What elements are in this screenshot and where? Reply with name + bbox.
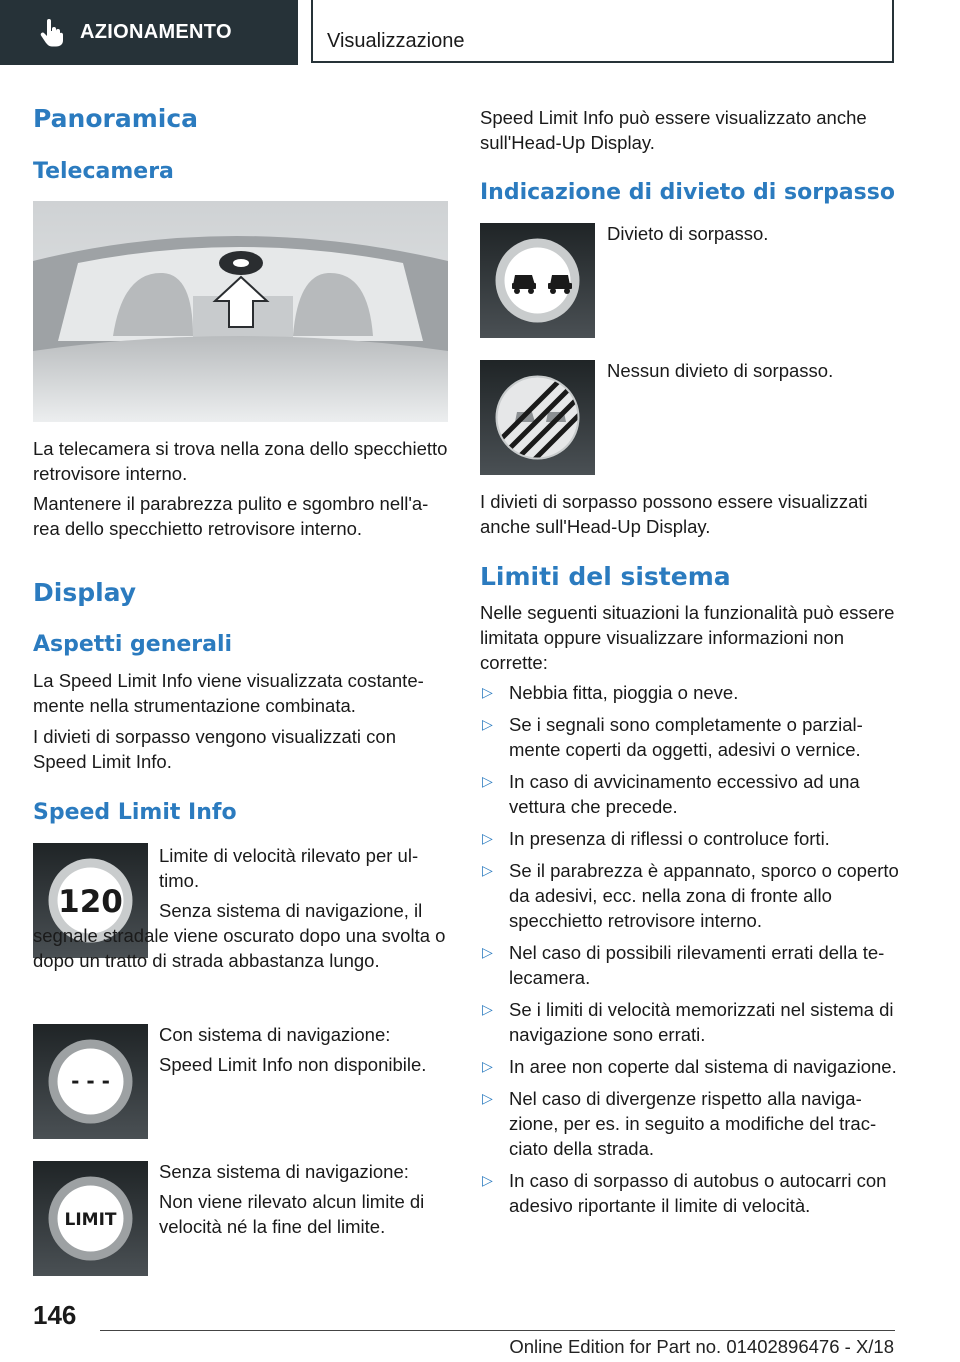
camera-text-2: Mantenere il parabrezza pulito e sgombro nell'area dello specchietto retrovisore interno. — [33, 493, 429, 539]
aspetti-text-2: I divieti di sorpasso vengono visualizzati con Speed Limit Info. — [33, 726, 396, 772]
nonav-text-1: Senza sistema di navigazione: — [159, 1161, 409, 1182]
hud-text: Speed Limit Info può essere visualizzato anche sull'Head-Up Display. — [480, 107, 867, 153]
nav-text-1: Con sistema di navigazione: — [159, 1024, 391, 1045]
camera-location-image — [33, 201, 448, 422]
triangle-bullet-icon: ▷ — [482, 862, 493, 878]
limitations-list — [480, 680, 900, 1225]
triangle-bullet-icon: ▷ — [482, 1090, 493, 1106]
triangle-bullet-icon: ▷ — [482, 716, 493, 732]
heading-telecamera: Telecamera — [33, 159, 174, 184]
heading-display: Display — [33, 578, 137, 607]
no-limit-detected-sign — [33, 1161, 148, 1276]
hand-pointer-icon — [36, 18, 66, 48]
page-number: 146 — [33, 1300, 77, 1330]
chapter-label: Visualizzazione — [327, 30, 465, 52]
list-item: ▷ Nebbia fitta, pioggia o neve. — [482, 682, 739, 703]
nonav-text-2: Non viene rilevato alcun limite di velocità né la fine del limite. — [159, 1191, 425, 1237]
list-item: ▷ Se i segnali sono completamente o parzialmente coperti da oggetti, adesivi o vernice. — [482, 714, 863, 760]
limiti-intro: Nelle seguenti situazioni la funzionalità può essere limitata oppure visualizzare informazioni non corrette: — [480, 602, 895, 673]
section-label: AZIONAMENTO — [80, 21, 232, 43]
divieto-text: Divieto di sorpasso. — [607, 223, 769, 244]
heading-aspetti-generali: Aspetti generali — [33, 632, 233, 657]
sign-dash-text: - - - — [71, 1069, 110, 1093]
footer-divider — [100, 1330, 895, 1331]
list-item: ▷ In presenza di riflessi o controluce forti. — [482, 828, 830, 849]
triangle-bullet-icon: ▷ — [482, 1172, 493, 1188]
heading-divieto-sorpasso: Indicazione di divieto di sorpasso — [480, 180, 895, 205]
nodivieto-text: Nessun divieto di sorpasso. — [607, 360, 834, 381]
triangle-bullet-icon: ▷ — [482, 1058, 493, 1074]
list-item: ▷ In aree non coperte dal sistema di navigazione. — [482, 1056, 897, 1077]
list-item: ▷ Se il parabrezza è appannato, sporco o coperto da adesivi, ecc. nella zona di fronte allo specchietto retrovisore interno. — [482, 860, 899, 931]
list-item: ▷ In caso di sorpasso di autobus o autocarri con adesivo riportante il limite di velocità. — [482, 1170, 887, 1216]
aspetti-text-1: La Speed Limit Info viene visualizzata costantemente nella strumentazione combinata. — [33, 670, 424, 716]
heading-speed-limit-info: Speed Limit Info — [33, 800, 237, 825]
heading-limiti-sistema: Limiti del sistema — [480, 562, 731, 591]
edition-footer: Online Edition for Part no. 01402896476 - X/18 — [509, 1336, 894, 1357]
list-item: ▷ Se i limiti di velocità memorizzati nel sistema di navigazione sono errati. — [482, 999, 894, 1045]
triangle-bullet-icon: ▷ — [482, 684, 493, 700]
triangle-bullet-icon: ▷ — [482, 830, 493, 846]
list-item: ▷ Nel caso di possibili rilevamenti errati della telecamera. — [482, 942, 885, 988]
speed-limit-unavailable-sign — [33, 1024, 148, 1139]
sli-text-2: Senza sistema di navigazione, il segnale stradale viene oscurato dopo una svolta o dopo un tratto di strada abbastanza lungo. — [33, 900, 446, 971]
hud-text-2: I divieti di sorpasso possono essere visualizzati anche sull'Head-Up Display. — [480, 491, 868, 537]
end-no-overtaking-sign — [480, 360, 595, 475]
sign-120-text: 120 — [58, 884, 123, 920]
camera-text-1: La telecamera si trova nella zona dello specchietto retrovisore interno. — [33, 438, 448, 484]
list-item: ▷ In caso di avvicinamento eccessivo ad una vettura che precede. — [482, 771, 860, 817]
triangle-bullet-icon: ▷ — [482, 773, 493, 789]
list-item: ▷ Nel caso di divergenze rispetto alla navigazione, per es. in seguito a modifiche del tracciato della strada. — [482, 1088, 877, 1159]
triangle-bullet-icon: ▷ — [482, 944, 493, 960]
section-tab — [0, 0, 298, 65]
triangle-bullet-icon: ▷ — [482, 1001, 493, 1017]
no-overtaking-sign — [480, 223, 595, 338]
heading-panoramica: Panoramica — [33, 104, 199, 133]
nav-text-2: Speed Limit Info non disponibile. — [159, 1054, 427, 1075]
chapter-header — [311, 0, 894, 63]
sign-limit-text: LIMIT — [64, 1210, 117, 1230]
sli-text-1: Limite di velocità rilevato per ultimo. — [159, 845, 419, 891]
